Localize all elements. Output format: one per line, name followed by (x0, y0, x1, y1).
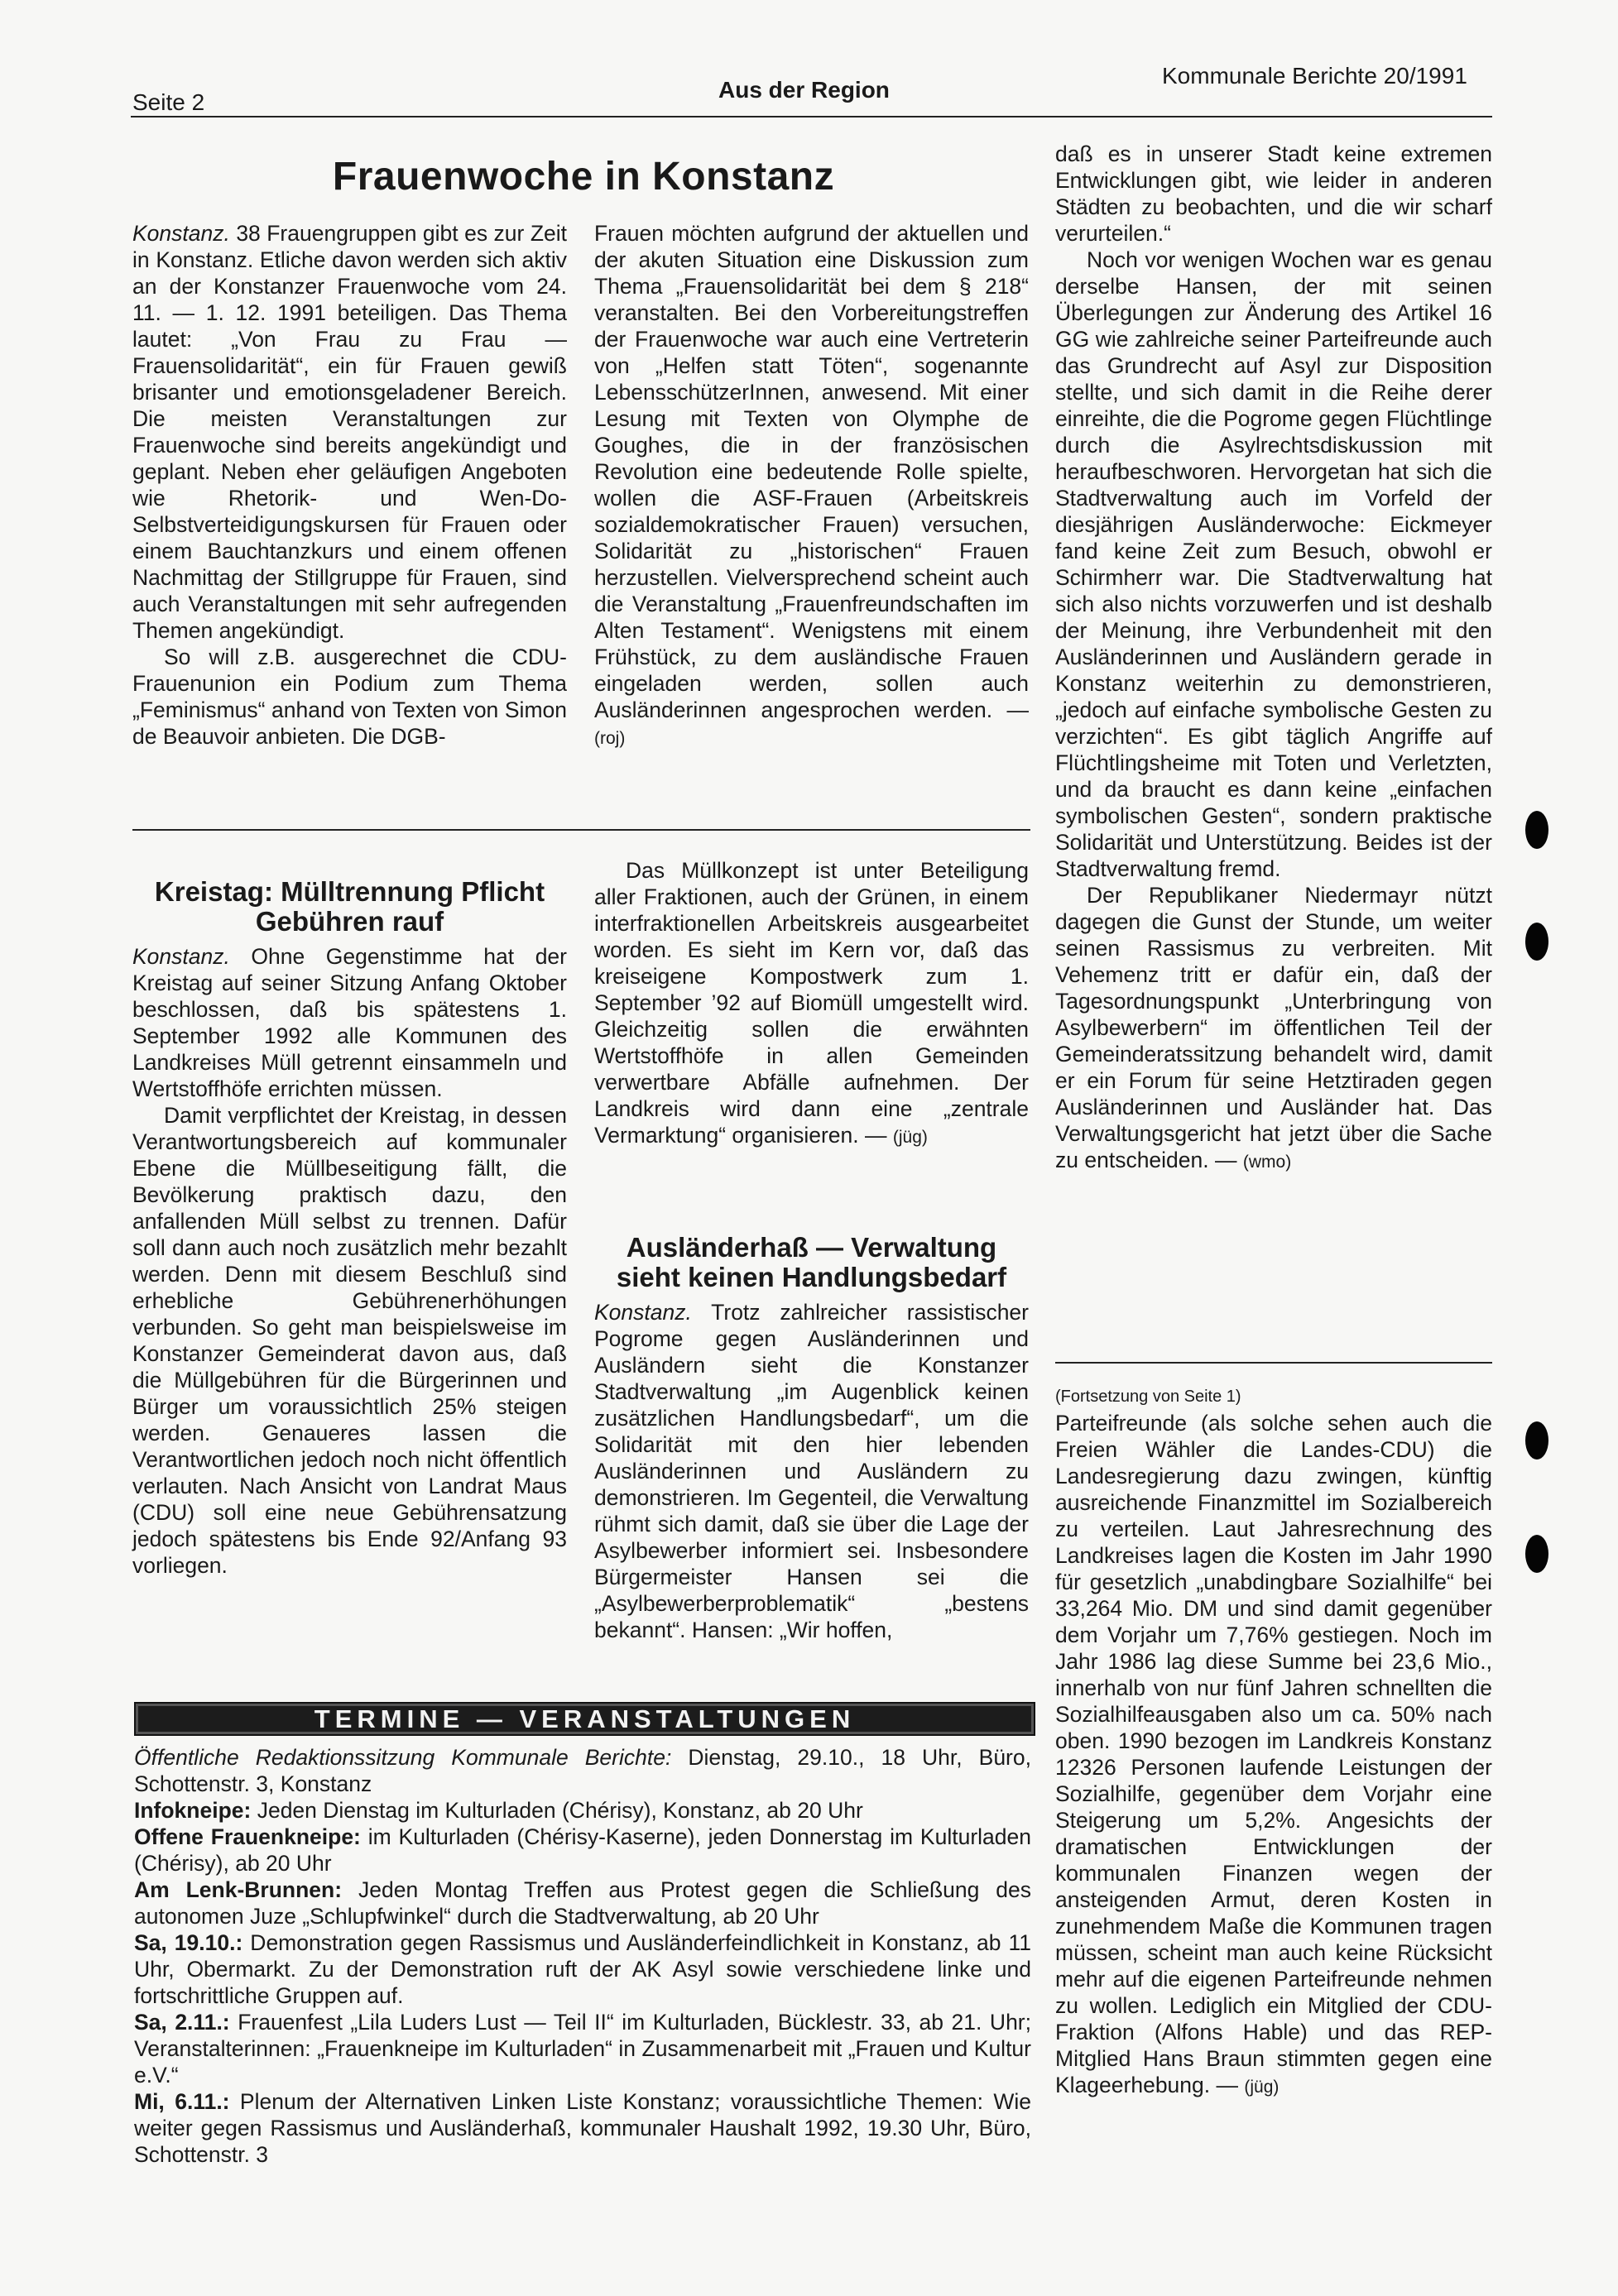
article-kreistag-col1 (132, 943, 567, 1579)
event-text: Jeden Montag Treffen aus Protest gegen die Schließung des autonomen Juze „Schlupfwinkel“ durch die Stadtverwaltung, ab 20 Uhr (134, 1877, 1031, 1929)
title-line: sieht keinen Handlungsbedarf (616, 1262, 1007, 1292)
title-line: Kreistag: Mülltrennung Pflicht (154, 876, 545, 907)
continuation-article (1055, 1383, 1492, 2101)
event-item (134, 1929, 1031, 2009)
event-text: Dienstag, 29.10., 18 Uhr, Büro, Schottenstr. 3, Konstanz (134, 1745, 1031, 1796)
event-text: Frauenfest „Lila Luders Lust — Teil II“ im Kulturladen, Bücklestr. 33, ab 21. Uhr; Veranstalterinnen: „Frauenkneipe im Kulturladen“ in Zusammenarbeit mit „Frauen und Kultur e.V.“ (134, 2010, 1031, 2087)
paragraph-text: Das Müllkonzept ist unter Beteiligung aller Fraktionen, auch der Grünen, in einem interfraktionellen Arbeitskreis ausgearbeitet worden. Es sieht im Kern vor, daß das kreiseigene Kompostwerk zum 1. September ’92 auf Biomüll umgestellt wird. Gleichzeitig sollen die erwähnten Wertstoffhöfe in allen Gemeinden verwertbare Abfälle aufnehmen. Der Landkreis wird dann eine „zentrale Vermarktung“ organisieren. — (594, 858, 1029, 1148)
paragraph: Damit verpflichtet der Kreistag, in dessen Verantwortungsbereich auf kommunaler Ebene die Müllbeseitigung fällt, die Bevölkerung praktisch dazu, den anfallenden Müll selbst zu trennen. Dafür soll dann auch noch zusätzlich mehr bezahlt werden. Denn mit diesem Beschluß sind erhebliche Gebührenerhöhungen verbunden. So geht man beispielsweise im Konstanzer Gemeinderat davon aus, daß die Müllgebühren für die Bürgerinnen und Bürger um voraussichtlich 25% steigen werden. Genaueres lassen die Verantwortlichen jedoch noch nicht öffentlich verlauten. Nach Ansicht von Landrat Maus (CDU) soll eine neue Gebührensatzung jedoch spätestens bis Ende 92/Anfang 93 vorliegen. (132, 1103, 567, 1578)
event-item (134, 1744, 1031, 1797)
punch-hole-icon (1525, 811, 1548, 849)
article-frauenwoche-col2 (594, 220, 1029, 752)
author-signature: (wmo) (1242, 1153, 1292, 1172)
section-title: Aus der Region (718, 77, 890, 103)
paragraph (594, 1299, 1029, 1643)
article-title-kreistag (132, 877, 567, 937)
dateline: Konstanz. (594, 1300, 692, 1325)
paragraph: daß es in unserer Stadt keine extremen Entwicklungen gibt, wie leider in anderen Städten zu beobachten, und die wir scharf verurteilen.“ (1055, 141, 1492, 246)
title-line: Gebühren rauf (255, 906, 444, 937)
page-number: Seite 2 (132, 89, 205, 115)
event-text: Plenum der Alternativen Linken Liste Konstanz; voraussichtliche Themen: Wie weiter gegen Rassismus und Ausländerhaß, kommunaler Haushalt 1992, 19.30 Uhr, Büro, Schottenstr. 3 (134, 2089, 1031, 2167)
dateline: Konstanz. (132, 221, 230, 246)
dateline: Konstanz. (132, 944, 230, 969)
event-item (134, 1797, 1031, 1824)
article-title-auslaenderhass (594, 1233, 1029, 1292)
paragraph-text: Trotz zahlreicher rassistischer Pogrome gegen Ausländerinnen und Ausländern sieht die Konstanzer Stadtverwaltung „im Augenblick keinen zusätzlichen Handlungsbedarf“, um die Solidarität mit den hier lebenden Ausländerinnen und Ausländern zu demonstrieren. Im Gegenteil, die Verwaltung rühmt sich damit, daß sie über die Lage der Asylbewerber informiert sei. Insbesondere Bürgermeister Hansen sei die „Asylbewerberproblematik“ „bestens bekannt“. Hansen: „Wir hoffen, (594, 1300, 1029, 1642)
paragraph-text: Parteifreunde (als solche sehen auch die Freien Wähler die Landes-CDU) die Landesregierung dazu zwingen, künftig ausreichende Finanzmittel im Sozialbereich zu verteilen. Laut Jahresrechnung des Landkreises lagen die Kosten im Jahr 1990 für gesetzlich „unabdingbare Sozialhilfe“ bei 33,264 Mio. DM und sind damit gegenüber dem Vorjahr um 7,76% gestiegen. Noch im Jahr 1986 lag diese Summe bei 23,6 Mio., innerhalb von nur fünf Jahren schnellten die Sozialhilfeausgaben also um ca. 50% nach oben. 1990 bezogen im Landkreis Konstanz 12326 Personen laufende Leistungen der Sozialhilfe, gegenüber dem Vorjahr eine Steigerung um 5,2%. Angesichts der dramatischen Entwicklungen der kommunalen Finanzen wegen der ansteigenden Armut, deren Kosten in zunehmendem Maße die Kommunen tragen müssen, scheint man auch keine Rücksicht mehr auf die eigenen Parteifreunde nehmen zu wollen. Lediglich ein Mitglied der CDU-Fraktion (Alfons Hable) und das REP-Mitglied Hans Braun stimmten gegen eine Klageerhebung. — (1055, 1411, 1492, 2097)
event-label: Infokneipe: (134, 1798, 252, 1823)
author-signature: (jüg) (1244, 2078, 1280, 2097)
paragraph: So will z.B. ausgerechnet die CDU-Frauenunion ein Podium zum Thema „Feminismus“ anhand von Texten von Simon de Beauvoir anbieten. Die DGB- (132, 645, 567, 749)
event-text: Demonstration gegen Rassismus und Ausländerfeindlichkeit in Konstanz, ab 11 Uhr, Obermarkt. Zu der Demonstration ruft der AK Asyl sowie verschiedene linke und fortschrittliche Gruppen auf. (134, 1930, 1031, 2008)
event-text: im Kulturladen (Chérisy-Kaserne), jeden Donnerstag im Kulturladen (Chérisy), ab 20 Uhr (134, 1824, 1031, 1876)
event-item (134, 1824, 1031, 1877)
paragraph (1055, 882, 1492, 1176)
punch-hole-icon (1525, 923, 1548, 961)
paragraph (132, 220, 567, 644)
article-auslaenderhass-col2 (594, 1299, 1029, 1643)
section-divider (1055, 1362, 1492, 1364)
article-title-frauenwoche: Frauenwoche in Konstanz (332, 155, 835, 199)
paragraph-text: 38 Frauengruppen gibt es zur Zeit in Konstanz. Etliche davon werden sich aktiv an der Konstanzer Frauenwoche vom 24. 11. — 1. 12. 1991 beteiligen. Das Thema lautet: „Von Frau zu Frau — Frauensolidarität“, ein für Frauen gewiß brisanter und emotionsgeladener Bereich. Die meisten Veranstaltungen zur Frauenwoche sind bereits angekündigt und geplant. Neben eher geläufigen Angeboten wie Rhetorik- und Wen-Do-Selbstverteidigungskursen für Frauen oder einem Bauchtanzkurs und einem offenen Nachmittag der Stillgruppe für Frauen, sind auch Veranstaltungen mit sehr aufregenden Themen angekündigt. (132, 221, 567, 643)
event-item (134, 2088, 1031, 2168)
header-rule (131, 116, 1492, 117)
event-label: Mi, 6.11.: (134, 2089, 230, 2114)
paragraph (594, 857, 1029, 1151)
article-kreistag-col2 (594, 857, 1029, 1151)
paragraph: Noch vor wenigen Wochen war es genau derselbe Hansen, der mit seinen Überlegungen zur Änderung des Artikel 16 GG wie zahlreiche seiner Parteifreunde auch das Grundrecht auf Asyl zur Disposition stellte, und sich damit in die Reihe derer einreihte, die die Pogrome gegen Flüchtlinge durch die Asylrechtsdiskussion mit heraufbeschworen. Hervorgetan hat sich die Stadtverwaltung auch im Vorfeld der diesjährigen Ausländerwoche: Eickmeyer fand keine Zeit zum Besuch, obwohl er Schirmherr war. Die Stadtverwaltung hat sich also nichts vorzuwerfen und ist deshalb der Meinung, ihre Verbundenheit mit den Ausländerinnen und Ausländern gerade in Konstanz weiterhin zu demonstrieren, „jedoch auf einfache symbolische Gesten zu verzichten“. Es gibt täglich Angriffe auf Flüchtlingsheime mit Toten und Verletzten, und da braucht es dann keine „einfachen symbolischen Gesten“, sondern praktische Solidarität und Unterstützung. Beides ist der Stadtverwaltung fremd. (1055, 247, 1492, 881)
author-signature: (roj) (594, 729, 626, 748)
events-list (134, 1744, 1031, 2168)
event-label: Öffentliche Redaktionssitzung Kommunale Berichte: (134, 1745, 672, 1770)
punch-hole-icon (1525, 1535, 1548, 1573)
paragraph (594, 220, 1029, 752)
event-item (134, 2009, 1031, 2088)
author-signature: (jüg) (892, 1128, 928, 1147)
paragraph-text: Der Republikaner Niedermayr nützt dagegen die Gunst der Stunde, um weiter seinen Rassismus zu verbreiten. Mit Vehemenz tritt er dafür ein, daß der Tagesordnungspunkt „Unterbringung von Asylbewerbern“ im öffentlichen Teil der Gemeinderatssitzung behandelt wird, damit er ein Forum für seine Hetztiraden gegen Ausländerinnen und Ausländer hat. Das Verwaltungsgericht hat jetzt über die Sache zu entscheiden. — (1055, 883, 1492, 1172)
event-label: Sa, 2.11.: (134, 2010, 230, 2035)
event-label: Sa, 19.10.: (134, 1930, 243, 1955)
title-line: Ausländerhaß — Verwaltung (626, 1232, 997, 1263)
publication-title: Kommunale Berichte 20/1991 (1162, 63, 1467, 89)
section-divider (132, 829, 1030, 831)
paragraph (1055, 1410, 1492, 2101)
paragraph-text: Frauen möchten aufgrund der aktuellen und der akuten Situation eine Diskussion zum Thema „Frauensolidarität bei dem § 218“ veranstalten. Bei den Vorbereitungstreffen der Frauenwoche war auch eine Vertreterin von „Helfen statt Töten“, sogenannte LebensschützerInnen, anwesend. Mit einer Lesung mit Texten von Olymphe de Goughes, die in der französischen Revolution eine bedeutende Rolle spielte, wollen die ASF-Frauen (Arbeitskreis sozialdemokratischer Frauen) versuchen, Solidarität zu „historischen“ Frauen herzustellen. Vielversprechend scheint auch die Veranstaltung „Frauenfreundschaften im Alten Testament“. Wenigstens mit einem Frühstück, zu dem ausländische Frauen eingeladen werden, sollen auch Ausländerinnen angesprochen werden. — (594, 221, 1029, 722)
events-banner: TERMINE — VERANSTALTUNGEN (134, 1702, 1035, 1736)
event-item (134, 1877, 1031, 1929)
punch-hole-icon (1525, 1421, 1548, 1460)
paragraph-text: Ohne Gegenstimme hat der Kreistag auf seiner Sitzung Anfang Oktober beschlossen, daß bis spätestens 1. September 1992 alle Kommunen des Landkreises Müll getrennt einsammeln und Wertstoffhöfe errichten müssen. (132, 944, 567, 1101)
article-frauenwoche-col1 (132, 220, 567, 750)
paragraph (132, 943, 567, 1102)
continuation-label: (Fortsetzung von Seite 1) (1055, 1388, 1241, 1406)
event-label: Offene Frauenkneipe: (134, 1824, 361, 1849)
event-label: Am Lenk-Brunnen: (134, 1877, 343, 1902)
article-auslaenderhass-col3 (1055, 141, 1492, 1176)
event-text: Jeden Dienstag im Kulturladen (Chérisy), Konstanz, ab 20 Uhr (251, 1798, 863, 1823)
